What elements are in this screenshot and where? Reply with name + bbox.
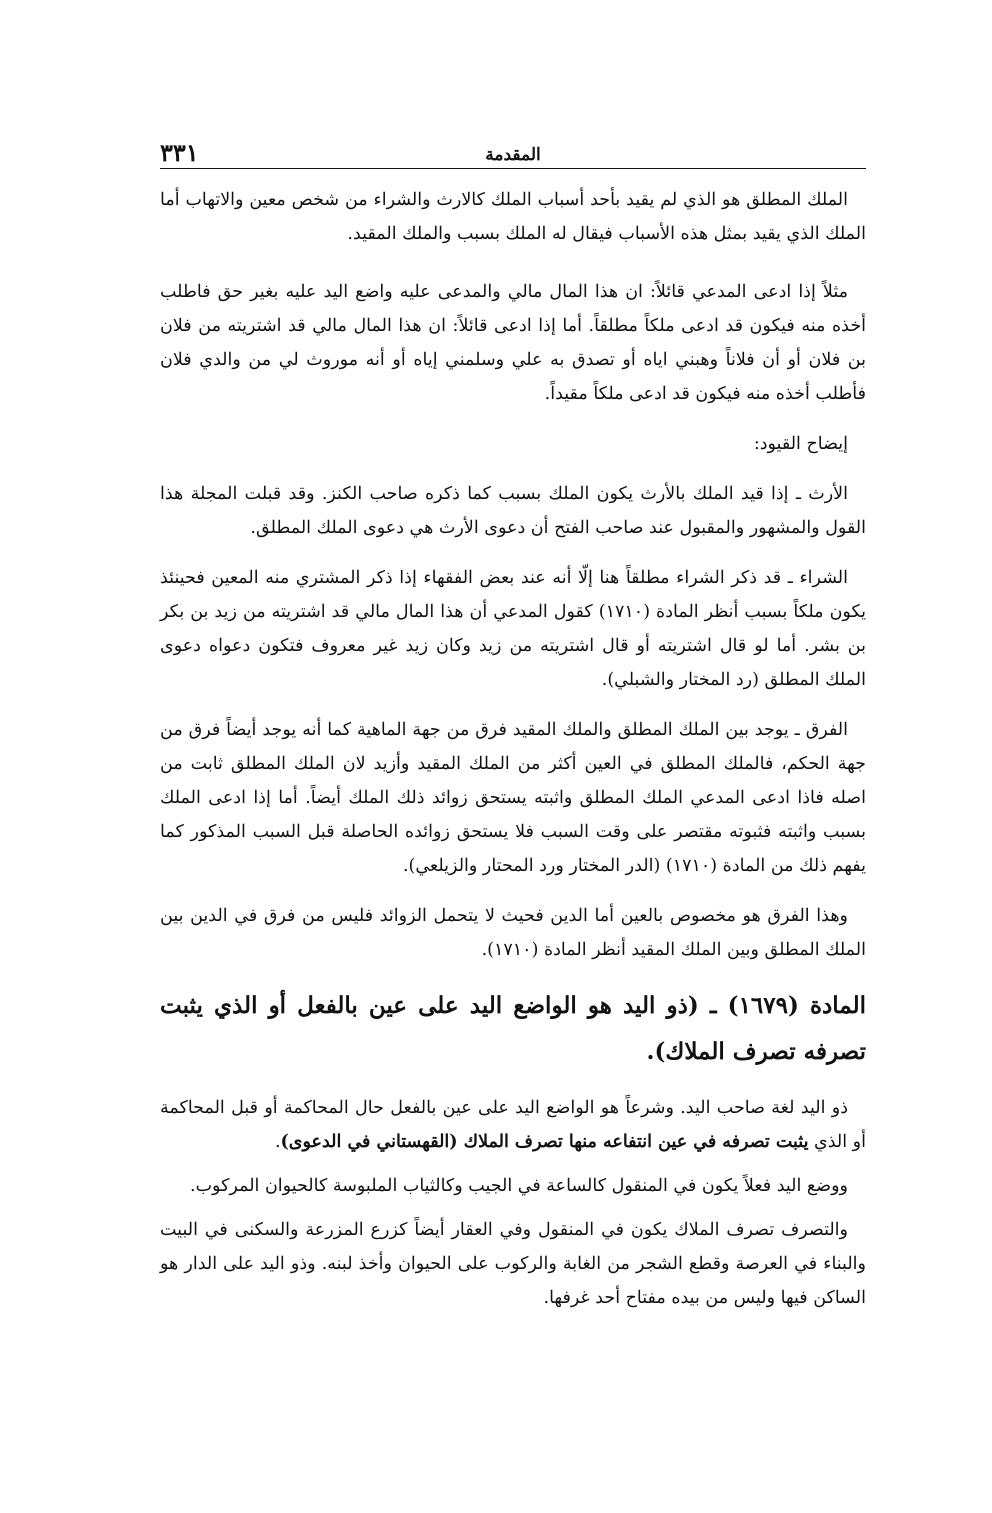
paragraph-definition: الملك المطلق هو الذي لم يقيد بأحد أسباب الملك كالارث والشراء من شخص معين والاتهاب أما الملك الذي يقيد بمثل هذه الأسباب فيقال له الملك بسبب والملك المقيد. xyxy=(160,190,866,244)
subheading-clarification: إيضاح القيود: xyxy=(753,434,848,454)
paragraph-debt: وهذا الفرق هو مخصوص بالعين أما الدين فحيث لا يتحمل الزوائد فليس من فرق في الدين بين الملك المطلق وبين الملك المقيد أنظر المادة (١٧١٠). xyxy=(160,906,866,960)
section-title: المقدمة xyxy=(485,145,541,165)
book-page xyxy=(160,140,866,1315)
paragraph-inheritance: الأرث ـ إذا قيد الملك بالأرث يكون الملك بسبب كما ذكره صاحب الكنز. وقد قبلت المجلة هذا القول والمشهور والمقبول عند صاحب الفتح أن دعوى الأرث هي دعوى الملك المطلق. xyxy=(160,484,866,538)
running-head xyxy=(160,140,866,169)
paragraph-example: مثلاً إذا ادعى المدعي قائلاً: ان هذا المال مالي والمدعى عليه واضع اليد عليه بغير حق فاطلب أخذه منه فيكون قد ادعى ملكاً مطلقاً. أما إذا ادعى قائلاً: ان هذا المال مالي قد اشتريته من فلان بن فلان أو أن فلاناً وهبني اياه أو تصدق به علي وسلمني إياه أو أنه موروث لي من والدي فلان فأطلب أخذه منه فيكون قد ادعى ملكاً مقيداً. xyxy=(160,282,866,404)
page-number: ٣٣١ xyxy=(160,138,199,167)
page-body xyxy=(160,169,866,1315)
article-heading: المادة (١٦٧٩) ـ (ذو اليد هو الواضع اليد على عين بالفعل أو الذي يثبت تصرفه تصرف الملاك). xyxy=(160,992,866,1065)
paragraph-disposal: والتصرف تصرف الملاك يكون في المنقول وفي العقار أيضاً كزرع المزرعة والسكنى في البيت والبناء في العرصة وقطع الشجر من الغابة والركوب على الحيوان وأخذ لبنه. وذو اليد على الدار هو الساكن فيها وليس من بيده مفتاح أحد غرفها. xyxy=(160,1220,866,1308)
commentary-tail: . xyxy=(274,1132,281,1152)
paragraph-possession: ووضع اليد فعلاً يكون في المنقول كالساعة في الجيب وكالثياب الملبوسة كالحيوان المركوب. xyxy=(190,1176,848,1196)
commentary-lead: ذو اليد لغة صاحب اليد. وشرعاً هو الواضع اليد على عين بالفعل حال المحاكمة أو قبل المحاكمة أو الذي xyxy=(160,1098,866,1152)
paragraph-purchase: الشراء ـ قد ذكر الشراء مطلقاً هنا إلّا أنه عند بعض الفقهاء إذا ذكر المشتري منه المعين فحينئذ يكون ملكاً بسبب أنظر المادة (١٧١٠) كقول المدعي أن هذا المال مالي قد اشتريته من زيد بن بكر بن بشر. أما لو قال اشتريته أو قال اشتريته من زيد وكان زيد غير معروف فتكون دعواه دعوى الملك المطلق (رد المختار والشبلي). xyxy=(160,568,866,690)
paragraph-difference: الفرق ـ يوجد بين الملك المطلق والملك المقيد فرق من جهة الماهية كما أنه يوجد أيضاً فرق من جهة الحكم، فالملك المطلق في العين أكثر من الملك المقيد وأزيد لان الملك المطلق ثابت من اصله فاذا ادعى المدعي الملك المطلق واثبته يستحق زوائد ذلك الملك أيضاً. أما إذا ادعى الملك بسبب واثبته فثبوته مقتصر على وقت السبب فلا يستحق زوائده الحاصلة قبل السبب المذكور كما يفهم ذلك من المادة (١٧١٠) (الدر المختار ورد المحتار والزيلعي). xyxy=(160,720,866,876)
commentary-bold: يثبت تصرفه في عين انتفاعه منها تصرف الملاك (القهستاني في الدعوى) xyxy=(280,1132,809,1152)
paragraph-dhu-al-yad xyxy=(160,1091,866,1159)
